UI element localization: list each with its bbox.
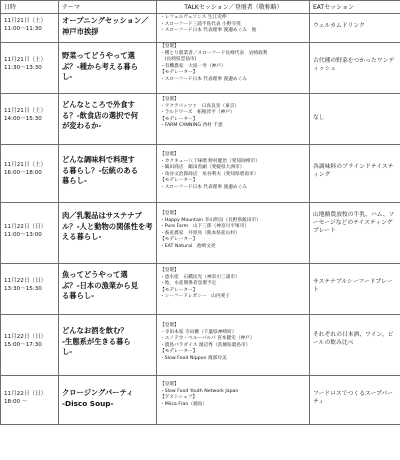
talk-line: 【登壇】 — [160, 44, 179, 49]
theme-line: どんな調味料で料理す — [62, 155, 135, 164]
theme-cell — [59, 94, 157, 145]
theme-line: ぶ？-日本の漁業から見 — [62, 280, 138, 290]
talk-line: ・Miica Fran（徳島） — [160, 401, 208, 407]
talk-line: ・角谷文治郎商店 角谷利夫（愛知県碧南市） — [160, 171, 259, 177]
talk-line: ・アクアパッツァ 日高良実（東京） — [160, 103, 240, 109]
table-row — [1, 315, 400, 376]
eat-cell — [310, 315, 400, 376]
talk-line: ・レフェルヴェソンス 生江史伸 — [160, 15, 227, 20]
date-day: 11月21日（土） — [4, 57, 47, 63]
table-row — [1, 264, 400, 315]
talk-line: 【登壇】 — [160, 382, 179, 387]
talk-line: 【モデレーター】 — [160, 178, 198, 184]
date-day: 11月22日（日） — [4, 224, 47, 230]
theme-cell — [59, 43, 157, 94]
talk-line: ・EAT Natural 池崎文亮 — [160, 243, 216, 249]
date-day: 11月22日（日） — [4, 334, 47, 340]
date-time: 11:00～13:00 — [4, 232, 42, 238]
theme-line: クロージングパーティ — [62, 388, 134, 397]
date-cell — [1, 94, 59, 145]
eat-text: なし — [313, 115, 325, 121]
eat-text: それぞれの日本酒、ワイン、ビールの飲み比べ — [313, 332, 394, 347]
talk-cell — [157, 376, 310, 425]
eat-cell — [310, 376, 400, 425]
theme-line: 魚ってどうやって選 — [62, 270, 128, 279]
talk-line: ・スローフード三浦半島代表 小野寺愛 — [160, 21, 241, 27]
date-time: 15:00～17:30 — [4, 342, 42, 348]
table-row — [1, 376, 400, 425]
theme-line: る暮らし- — [62, 291, 95, 300]
date-day: 11月22日（日） — [4, 278, 47, 284]
talk-line: ・スローフード日本 代表理事 渡邉めぐみ 他 — [160, 28, 257, 34]
theme-line: が変わるか- — [62, 121, 102, 130]
talk-line: 【登壇】 — [160, 152, 179, 157]
talk-line: 【登壇】 — [160, 97, 179, 102]
date-cell — [1, 145, 59, 203]
talk-line: 【モデレーター】 — [160, 237, 198, 243]
eat-cell — [310, 203, 400, 264]
table-row — [1, 43, 400, 94]
talk-line: ・穫とり農業者／スローフード長崎代表 岩崎政利 — [160, 50, 268, 56]
theme-cell — [59, 145, 157, 203]
date-time: 11:30～13:30 — [4, 65, 42, 71]
talk-line: ・Slow Food Youth Network Japan — [160, 388, 239, 394]
talk-line: ・鶴田商店 鶴田善嗣（愛媛県大洲市） — [160, 165, 245, 171]
theme-line: 暮らし- — [62, 176, 87, 185]
talk-line: 【モデレーター】 — [160, 116, 198, 122]
eat-text: サステナブルシーフードプレート — [313, 279, 393, 294]
talk-line: ・畜産農家 井原亮（熊本県産山村） — [160, 230, 240, 236]
talk-line: ・スローフード日本 代表理事 渡邉めぐみ — [160, 76, 247, 82]
table-row — [1, 145, 400, 203]
talk-cell — [157, 315, 310, 376]
eat-text: 山地酪農放牧の牛乳、ハム、ソーセージなどのテイスティングプレート — [313, 212, 395, 235]
theme-line: る？-飲食店の選択で何 — [62, 110, 138, 120]
talk-line: 【登壇】 — [160, 211, 179, 216]
theme-line: -生態系が生きる暮ら — [62, 336, 131, 346]
header-eat: EATセッション — [310, 1, 400, 14]
talk-line: ・有機農家 大皿一寿（神戸） — [160, 63, 226, 69]
talk-line: ・シーフードレガシー 山内愛子 — [160, 294, 230, 300]
talk-line: ・Happy Mountain 幸山明良（長野県飯田市） — [160, 217, 261, 223]
talk-cell — [157, 14, 310, 43]
talk-line: (長崎県雲仙市) — [160, 57, 197, 63]
talk-line: ・FARM CANNING 西村 千恵 — [160, 123, 223, 129]
talk-line: ・寺田本家 寺田優（千葉県神崎町） — [160, 329, 237, 335]
talk-line: ・Pure Farm 山下三郎（神奈川平塚市） — [160, 224, 250, 230]
talk-line: 【登壇】 — [160, 268, 179, 273]
theme-line: し- — [62, 347, 73, 356]
eat-cell — [310, 14, 400, 43]
date-cell — [1, 43, 59, 94]
theme-line: オープニングセッション／神戸市挨拶 — [62, 16, 149, 36]
date-cell — [1, 315, 59, 376]
date-time: 13:30～15:30 — [4, 286, 42, 292]
theme-line: し- — [62, 72, 73, 81]
date-time: 18:00 ～ — [4, 399, 28, 405]
talk-line: ・カクキュー八丁味噌 野村健治（愛知岡崎市） — [160, 158, 260, 164]
table-row — [1, 94, 400, 145]
date-day: 11月21日（土） — [4, 18, 47, 24]
eat-cell — [310, 43, 400, 94]
talk-line: ・他、水産関係者登壇予定 — [160, 281, 217, 287]
theme-line: 野菜ってどうやって選 — [62, 51, 135, 60]
theme-line: どんなところで外食す — [62, 100, 135, 109]
talk-cell — [157, 264, 310, 315]
talk-cell — [157, 94, 310, 145]
talk-cell — [157, 203, 310, 264]
theme-line: -Disco Soup- — [62, 398, 114, 408]
date-time: 14:00～15:30 — [4, 116, 42, 122]
date-cell — [1, 264, 59, 315]
talk-line: ・スローフード日本 代表理事 渡邉めぐみ — [160, 184, 247, 190]
theme-line: る暮らし？-伝統のある — [62, 165, 138, 175]
eat-text: 各調味料のブラインドテイスティング — [313, 164, 394, 179]
eat-cell — [310, 145, 400, 203]
theme-line: 肉／乳製品はサステナブル？-人と動物の関係性を考える暮らし- — [62, 211, 153, 241]
theme-cell — [59, 376, 157, 425]
theme-cell — [59, 315, 157, 376]
date-time: 16:00～18:00 — [4, 170, 42, 176]
talk-cell — [157, 43, 310, 94]
date-cell — [1, 376, 59, 425]
talk-line: 【モデレーター】 — [160, 70, 198, 76]
theme-cell — [59, 14, 157, 43]
table-row — [1, 203, 400, 264]
date-cell — [1, 14, 59, 43]
header-theme: テーマ — [59, 1, 157, 14]
theme-cell — [59, 264, 157, 315]
talk-line: ・農島バラダイス 渡辺秀（茨城県農島市） — [160, 342, 251, 348]
date-day: 11月21日（土） — [4, 162, 47, 168]
header-date: 日時 — [1, 1, 59, 14]
talk-line: 【モデレーター】 — [160, 287, 198, 293]
theme-line: ぶ？-種から考える暮ら — [62, 61, 138, 71]
date-day: 11月21日（土） — [4, 108, 47, 114]
header-row — [1, 1, 400, 14]
talk-line: ・エノテカ・ベルーパルパ 宮本健史（神戸） — [160, 336, 255, 342]
theme-line: どんなお酒を飲む？ — [62, 326, 128, 335]
eat-text: 古代種の野菜をつかったワンディッシュ — [313, 58, 395, 73]
eat-text: ウェルカムドリンク — [313, 23, 365, 29]
date-day: 11月22日（日） — [4, 391, 47, 397]
talk-line: ・Slow Food Nippon 渡部玲美 — [160, 355, 227, 361]
talk-line: ・ラルドワーズ 柘植淳平（神戸） — [160, 110, 235, 116]
talk-line: 【モデレーター】 — [160, 349, 198, 355]
theme-cell — [59, 203, 157, 264]
talk-line: 【登壇】 — [160, 323, 179, 328]
talk-cell — [157, 145, 310, 203]
date-time: 11:00～11:30 — [4, 26, 42, 32]
talk-line: 【ゲストシェフ】 — [160, 395, 198, 401]
eat-cell — [310, 94, 400, 145]
table-row — [1, 14, 400, 43]
talk-line: ・恵水産 石橋匡光（神奈川三浦市） — [160, 274, 240, 280]
eat-text: フードロスでつくるスープパーティ — [313, 391, 393, 406]
header-talk: TALKセッション／登壇者（敬称略） — [157, 1, 310, 14]
eat-cell — [310, 264, 400, 315]
date-cell — [1, 203, 59, 264]
